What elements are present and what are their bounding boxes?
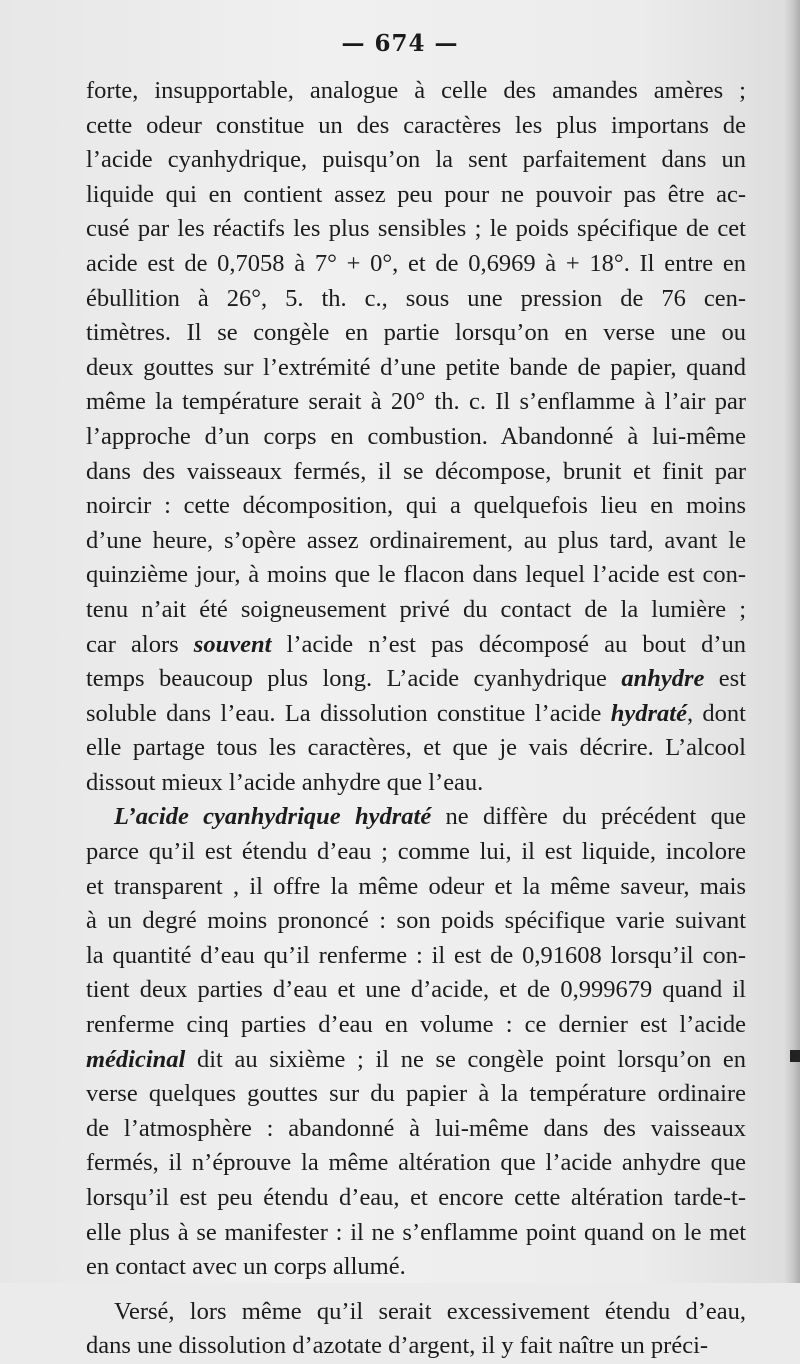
text-line: en contact avec un corps allumé. [86, 1253, 406, 1281]
paragraph-3 [86, 1295, 746, 1364]
text-line: acide est de 0,7058 à 7° + 0°, et de 0,6969 à + 18°. Il entre en [86, 249, 746, 277]
page-edge-shadow [784, 0, 800, 1283]
text-line: de l’atmosphère : abandonné à lui-même dans des vaisseaux [86, 1114, 746, 1142]
text-line: timètres. Il se congèle en partie lorsqu’on en verse une ou [86, 319, 746, 347]
paragraph-1 [86, 74, 746, 800]
text-line: d’une heure, s’opère assez ordinairement, au plus tard, avant le [86, 526, 746, 554]
text-line: forte, insupportable, analogue à celle des amandes amères ; [86, 77, 746, 104]
text-line: cusé par les réactifs les plus sensibles ; le poids spécifique de cet [86, 215, 746, 243]
text-line: elle partage tous les caractères, et que je vais décrire. L’alcool [86, 734, 746, 762]
text-line: dans une dissolution d’azotate d’argent, il y fait naître un préci- [86, 1332, 709, 1360]
text-line: deux gouttes sur l’extrémité d’une petite bande de papier, quand [86, 353, 746, 381]
text-line: la quantité d’eau qu’il renferme : il est de 0,91608 lorsqu’il con- [86, 941, 746, 969]
text-line: l’approche d’un corps en combustion. Abandonné à lui-même [86, 422, 746, 450]
text-line: dissout mieux l’acide anhydre que l’eau. [86, 768, 484, 796]
text-line: verse quelques gouttes sur du papier à la température ordinaire [86, 1080, 746, 1108]
text-line: dans des vaisseaux fermés, il se décompose, brunit et finit par [86, 457, 746, 485]
text-line: quinzième jour, à moins que le flacon dans lequel l’acide est con- [86, 561, 746, 589]
text-line: temps beaucoup plus long. L’acide cyanhydrique anhydre est [86, 665, 747, 693]
text-line: car alors souvent l’acide n’est pas décomposé au bout d’un [86, 630, 746, 658]
text-line: parce qu’il est étendu d’eau ; comme lui, il est liquide, incolore [86, 838, 746, 866]
text-line: noircir : cette décomposition, qui a quelquefois lieu en moins [86, 492, 746, 520]
text-line: liquide qui en contient assez peu pour ne pouvoir pas être ac- [86, 180, 746, 208]
text-line: renferme cinq parties d’eau en volume : ce dernier est l’acide [86, 1011, 746, 1039]
text-line: L’acide cyanhydrique hydraté ne diffère du précédent que [114, 803, 746, 831]
text-line: soluble dans l’eau. La dissolution constitue l’acide hydraté, dont [86, 699, 746, 727]
text-line: Versé, lors même qu’il serait excessivement étendu d’eau, [114, 1297, 746, 1325]
text-line: l’acide cyanhydrique, puisqu’on la sent parfaitement dans un [86, 146, 746, 174]
text-line: fermés, il n’éprouve la même altération que l’acide anhydre que [86, 1149, 746, 1177]
text-line: ébullition à 26°, 5. th. c., sous une pression de 76 cen- [86, 284, 746, 312]
text-line: tient deux parties d’eau et une d’acide, et de 0,999679 quand il [86, 976, 746, 1004]
page-number: — 674 — [341, 30, 459, 57]
text-line: et transparent , il offre la même odeur et la même saveur, mais [86, 872, 746, 900]
text-line: lorsqu’il est peu étendu d’eau, et encore cette altération tarde-t- [86, 1184, 746, 1211]
paragraph-gap [86, 1285, 746, 1295]
paragraph-2 [86, 800, 746, 1284]
body-text [86, 74, 746, 1364]
text-line: à un degré moins prononcé : son poids spécifique varie suivant [86, 907, 746, 935]
text-line: cette odeur constitue un des caractères les plus importans de [86, 111, 746, 139]
text-line: elle plus à se manifester : il ne s’enflamme point quand on le met [86, 1218, 746, 1246]
page-edge-mark [790, 1050, 800, 1062]
text-line: médicinal dit au sixième ; il ne se congèle point lorsqu’on en [86, 1045, 746, 1073]
text-line: tenu n’ait été soigneusement privé du contact de la lumière ; [86, 595, 746, 623]
text-line: même la température serait à 20° th. c. Il s’enflamme à l’air par [86, 388, 746, 416]
